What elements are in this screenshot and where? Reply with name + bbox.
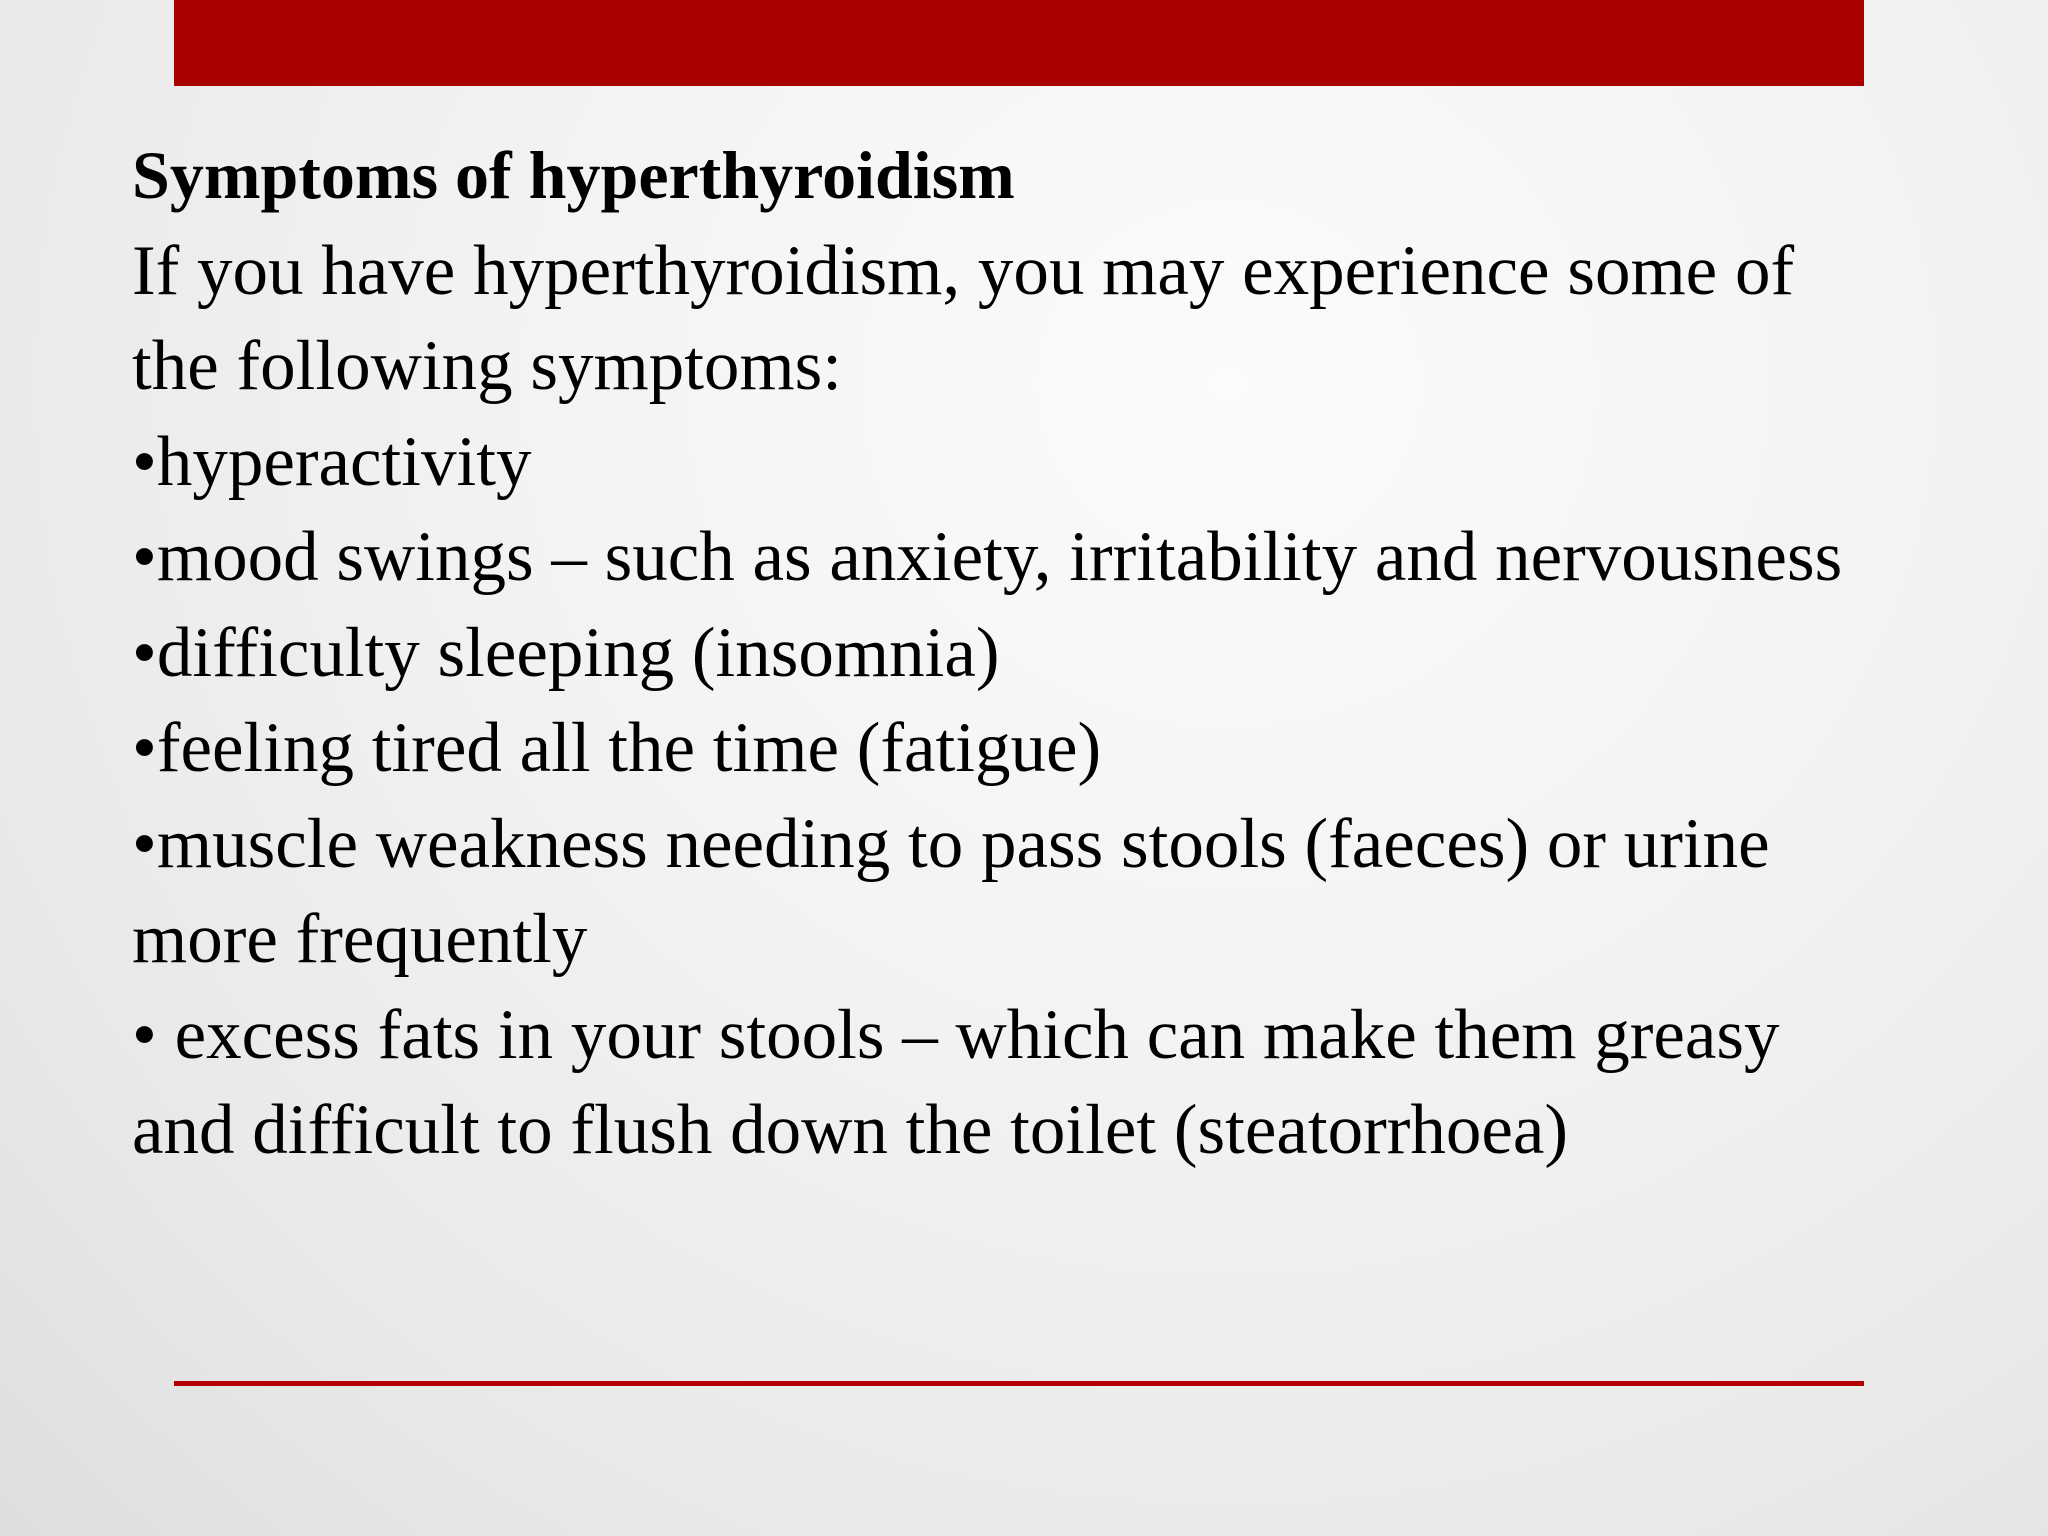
bullet-item: •difficulty sleeping (insomnia) [132, 613, 1000, 692]
slide-heading: Symptoms of hyperthyroidism [132, 137, 1015, 213]
bottom-rule [174, 1381, 1864, 1386]
top-accent-bar [174, 0, 1864, 86]
bullet-item: • excess fats in your stools – which can make them greasy and difficult to flush down the toilet (steatorrhoea) [132, 995, 1780, 1169]
bullet-item: •hyperactivity [132, 422, 532, 501]
slide-body [132, 128, 1852, 1179]
bullet-item: •muscle weakness needing to pass stools (faeces) or urine more frequently [132, 804, 1770, 978]
intro-text: If you have hyperthyroidism, you may experience some of the following symptoms: [132, 231, 1795, 405]
bullet-item: •mood swings – such as anxiety, irritability and nervousness [132, 518, 1843, 596]
bullet-item: •feeling tired all the time (fatigue) [132, 709, 1102, 787]
